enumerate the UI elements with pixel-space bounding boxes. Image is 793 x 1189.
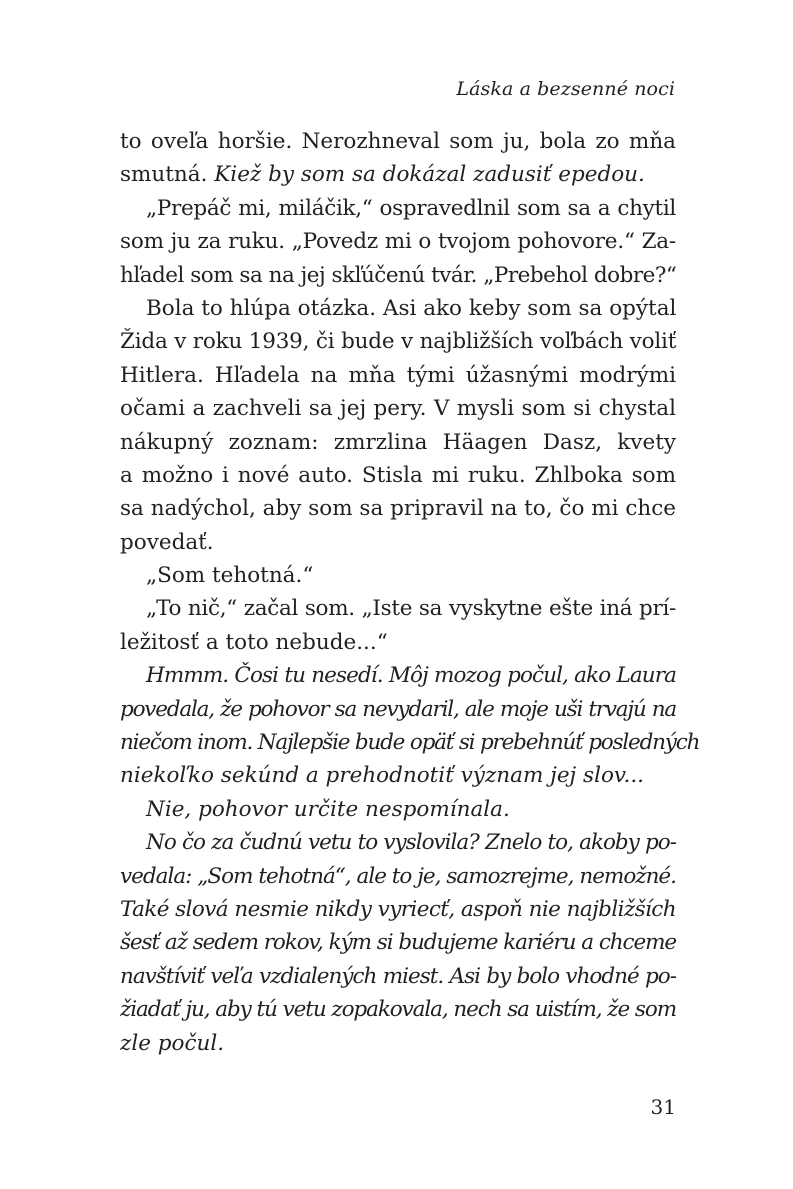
text-line: niekoľko sekúnd a prehodnotiť význam jej slov... <box>120 763 645 789</box>
text-line: Hmmm. Čosi tu nesedí. Môj mozog počul, ako Laura <box>146 663 676 689</box>
text-line: niečom inom. Najlepšie bude opäť si prebehnúť posledných <box>120 730 700 756</box>
text-line: Bola to hlúpa otázka. Asi ako keby som sa opýtal <box>146 295 677 321</box>
text-line: očami a zachveli sa jej pery. V mysli som si chystal <box>120 396 676 422</box>
text-line: Nie, pohovor určite nespomínala. <box>146 796 510 822</box>
text-line: navštíviť veľa vzdialených miest. Asi by bolo vhodné po- <box>120 963 676 989</box>
text-line: Žida v roku 1939, či bude v najbližších voľbách voliť <box>120 329 677 355</box>
text-line-roman: smutná. <box>120 162 215 188</box>
text-line: „To nič,“ začal som. „Iste sa vyskytne ešte iná prí- <box>146 596 676 622</box>
text-line: vedala: „Som tehotná“, ale to je, samozrejme, nemožné. <box>120 863 676 889</box>
text-line: povedať. <box>120 529 214 555</box>
text-line: sa nadýchol, aby som sa pripravil na to, čo mi chce <box>120 496 676 522</box>
page-number: 31 <box>650 1095 676 1119</box>
text-line: nákupný zoznam: zmrzlina Häagen Dasz, kvety <box>120 429 676 455</box>
text-line: zle počul. <box>120 1030 225 1056</box>
text-line: povedala, že pohovor sa nevydaril, ale moje uši trvajú na <box>120 696 676 722</box>
text-line: som ju za ruku. „Povedz mi o tvojom pohovore.“ Za- <box>120 229 676 255</box>
text-line-italic: Kiež by som sa dokázal zadusiť epedou. <box>214 162 645 188</box>
text-line: šesť až sedem rokov, kým si budujeme kariéru a chceme <box>120 930 676 956</box>
text-line: Hitlera. Hľadela na mňa tými úžasnými modrými <box>120 362 676 388</box>
body-text <box>120 125 700 1060</box>
text-line: hľadel som sa na jej skľúčenú tvár. „Prebehol dobre?“ <box>120 262 677 288</box>
running-head: Láska a bezsenné noci <box>456 78 675 100</box>
text-line: No čo za čudnú vetu to vyslovila? Znelo to, akoby po- <box>146 830 676 856</box>
text-line: Také slová nesmie nikdy vyriecť, aspoň nie najbližších <box>120 896 676 922</box>
text-line: „Prepáč mi, miláčik,“ ospravedlnil som sa a chytil <box>146 195 676 221</box>
text-line: ležitosť a toto nebude...“ <box>120 629 388 655</box>
text-line: to oveľa horšie. Nerozhneval som ju, bola zo mňa <box>120 129 676 154</box>
text-line <box>120 158 676 191</box>
text-line: a možno i nové auto. Stisla mi ruku. Zhlboka som <box>120 462 676 488</box>
text-line: žiadať ju, aby tú vetu zopakovala, nech sa uistím, že som <box>120 997 676 1023</box>
text-line: „Som tehotná.“ <box>146 563 314 589</box>
